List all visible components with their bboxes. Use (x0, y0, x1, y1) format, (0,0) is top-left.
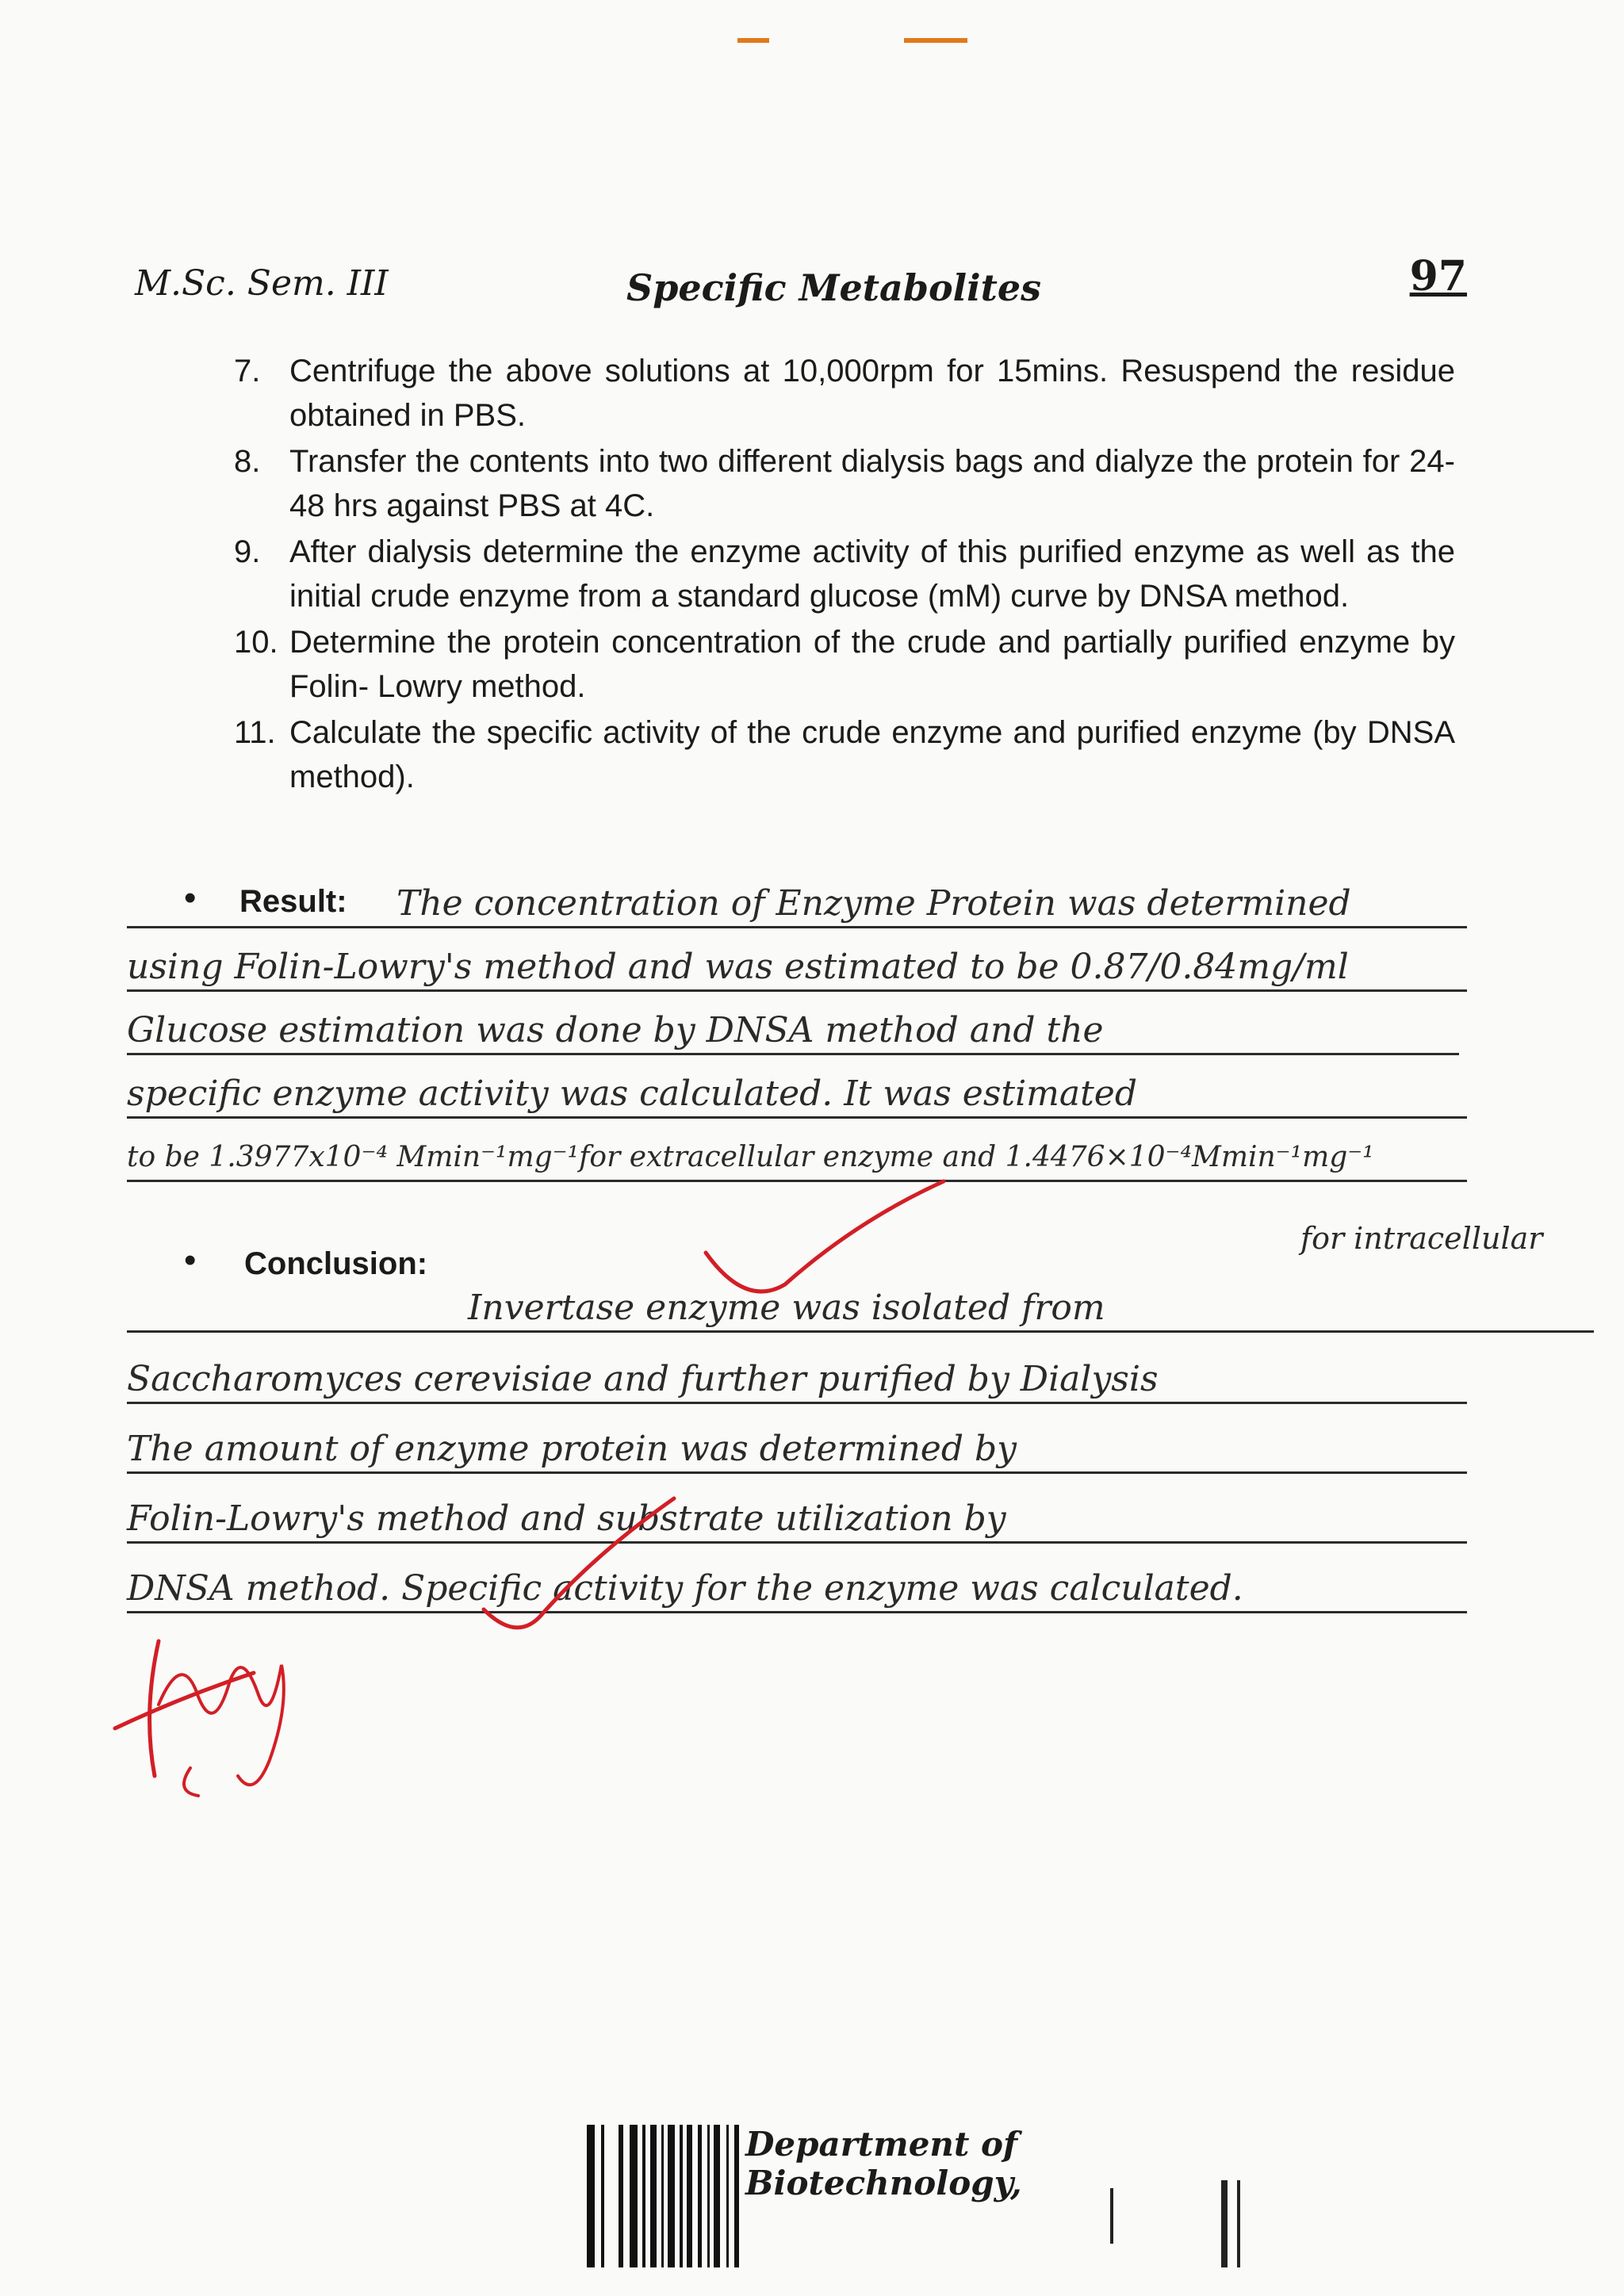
conclusion-line: Invertase enzyme was isolated from (127, 1286, 1594, 1333)
page-header (135, 252, 1467, 316)
mark-line (1237, 2180, 1240, 2267)
footer-stamp (587, 2101, 1300, 2260)
step-number: 9. (234, 534, 261, 569)
page-number: 97 (1409, 252, 1467, 300)
step-text: Calculate the specific activity of the crude enzyme and purified enzyme (by DNSA method). (289, 715, 1455, 794)
result-label: Result: (239, 884, 347, 919)
step-number: 8. (234, 444, 261, 479)
step-number: 11. (234, 715, 276, 750)
conclusion-line: The amount of enzyme protein was determined by (127, 1427, 1467, 1474)
bullet-icon: • (184, 878, 197, 917)
step-text: Transfer the contents into two different dialysis bags and dialyze the protein for 24-48 hrs against PBS at 4C. (289, 444, 1455, 523)
step-text: Determine the protein concentration of the crude and partially purified enzyme by Folin- Lowry method. (289, 625, 1455, 704)
conclusion-line: Folin-Lowry's method and substrate utilization by (127, 1497, 1467, 1544)
step-number: 10. (234, 625, 278, 660)
step-item (234, 349, 1455, 438)
step-number: 7. (234, 354, 261, 388)
mark-line (1221, 2180, 1228, 2267)
conclusion-line: Saccharomyces cerevisiae and further purified by Dialysis (127, 1357, 1467, 1404)
mark-line (1110, 2188, 1113, 2244)
result-line: to be 1.3977x10⁻⁴ Mmin⁻¹mg⁻¹for extracellular enzyme and 1.4476×10⁻⁴Mmin⁻¹mg⁻¹ (127, 1135, 1467, 1182)
step-item (234, 620, 1455, 709)
step-item (234, 530, 1455, 618)
result-line: Glucose estimation was done by DNSA method and the (127, 1008, 1459, 1055)
red-check-mark-icon (698, 1173, 952, 1308)
orange-mark (737, 38, 769, 43)
bullet-icon: • (184, 1241, 197, 1280)
step-item (234, 710, 1455, 799)
conclusion-label: Conclusion: (244, 1246, 428, 1281)
course-label: M.Sc. Sem. III (135, 263, 389, 304)
department-stamp: Department of Biotechnology, (745, 2125, 1022, 2202)
step-text: After dialysis determine the enzyme activity of this purified enzyme as well as the initial crude enzyme from a standard glucose (mM) curve by DNSA method. (289, 534, 1455, 614)
result-line: The concentration of Enzyme Protein was determined (127, 882, 1467, 928)
result-line: using Folin-Lowry's method and was estimated to be 0.87/0.84mg/ml (127, 945, 1467, 992)
procedure-steps (234, 349, 1455, 801)
orange-mark (904, 38, 967, 43)
red-check-mark-icon (476, 1490, 682, 1649)
chapter-title: Specific Metabolites (626, 266, 1042, 309)
step-item (234, 439, 1455, 528)
result-line: specific enzyme activity was calculated. It was estimated (127, 1072, 1467, 1119)
conclusion-line: DNSA method. Specific activity for the enzyme was calculated. (127, 1567, 1467, 1613)
red-signature-icon (111, 1617, 301, 1808)
step-text: Centrifuge the above solutions at 10,000rpm for 15mins. Resuspend the residue obtained in PBS. (289, 354, 1455, 433)
result-note: for intracellular (1300, 1221, 1543, 1256)
